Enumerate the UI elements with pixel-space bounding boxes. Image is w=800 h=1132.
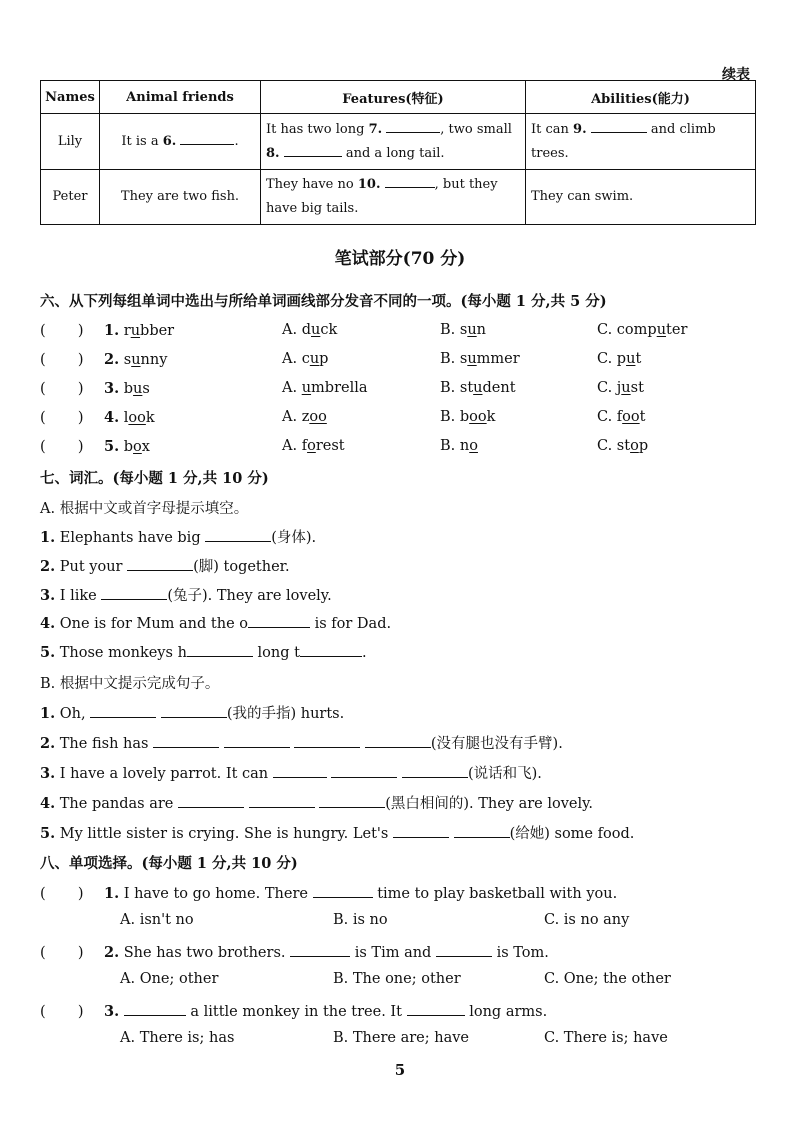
blank-number: 7. xyxy=(368,121,383,137)
blank-number: 10. xyxy=(357,177,381,192)
option-b[interactable]: B. is no xyxy=(333,912,388,928)
phonics-question-2 xyxy=(40,351,760,368)
answer-blank[interactable] xyxy=(224,733,290,748)
vocab-a-4: 4. One is for Mum and the o is for Dad. xyxy=(40,615,392,632)
answer-blank[interactable] xyxy=(393,823,449,838)
vocab-a-1: 1. Elephants have big (身体). xyxy=(40,529,317,546)
blank-number: 6. xyxy=(162,133,177,149)
phonics-question-1 xyxy=(40,322,760,339)
answer-blank[interactable] xyxy=(161,703,227,718)
table-row-lily xyxy=(41,114,756,170)
part-b-instruction: B. 根据中文提示完成句子。 xyxy=(40,676,220,692)
choice-question-1: ( ) 1. I have to go home. There time to play basketball with you. xyxy=(40,885,618,902)
phonics-question-5 xyxy=(40,438,760,455)
answer-blank[interactable] xyxy=(402,763,468,778)
answer-parens[interactable]: ( ) xyxy=(40,886,84,902)
option-b[interactable]: B. summer xyxy=(440,351,520,367)
blank-number: 8. xyxy=(266,145,280,161)
phonics-question-3 xyxy=(40,380,760,397)
vocab-a-2: 2. Put your (脚) together. xyxy=(40,558,290,575)
question-number: 3. xyxy=(104,380,120,397)
option-b[interactable]: B. book xyxy=(440,409,496,425)
option-c[interactable]: C. computer xyxy=(597,322,688,338)
option-a[interactable]: A. One; other xyxy=(120,971,219,987)
written-part-title: 笔试部分(70 分) xyxy=(334,249,466,269)
answer-blank[interactable] xyxy=(407,1001,465,1016)
option-a[interactable]: A. There is; has xyxy=(120,1030,235,1046)
answer-blank[interactable] xyxy=(313,883,373,898)
answer-blank[interactable] xyxy=(205,527,271,542)
option-c[interactable]: C. just xyxy=(597,380,644,396)
cell-friend xyxy=(100,114,261,170)
answer-blank[interactable] xyxy=(436,942,492,957)
vocab-b-5: 5. My little sister is crying. She is hungry. Let's (给她) some food. xyxy=(40,825,635,842)
cell-name: Peter xyxy=(41,170,100,225)
header-features: Features(特征) xyxy=(261,81,526,114)
answer-blank[interactable] xyxy=(178,793,244,808)
header-names: Names xyxy=(41,81,100,114)
answer-blank[interactable] xyxy=(294,733,360,748)
cell-features xyxy=(261,114,526,170)
target-word: rubber xyxy=(123,323,175,339)
table-header-row xyxy=(41,81,756,114)
section-7-title: 七、词汇。(每小题 1 分,共 10 分) xyxy=(40,470,269,487)
answer-parens[interactable]: ( ) xyxy=(40,1004,84,1020)
answer-blank[interactable] xyxy=(248,613,310,628)
answer-blank[interactable] xyxy=(454,823,510,838)
cell-text: and a long tail. xyxy=(345,145,445,161)
answer-blank-9[interactable] xyxy=(591,118,647,133)
target-word: box xyxy=(123,439,150,455)
option-b[interactable]: B. There are; have xyxy=(333,1030,469,1046)
answer-parens[interactable]: ( ) xyxy=(40,410,84,426)
header-animal-friends: Animal friends xyxy=(100,81,261,114)
cell-text: It has two long xyxy=(266,121,365,137)
answer-parens[interactable]: ( ) xyxy=(40,381,84,397)
answer-blank[interactable] xyxy=(124,1001,186,1016)
cell-text: , but they xyxy=(434,177,498,192)
option-a[interactable]: A. isn't no xyxy=(120,912,194,928)
option-b[interactable]: B. student xyxy=(440,380,516,396)
cell-friend: They are two fish. xyxy=(100,170,261,225)
answer-blank[interactable] xyxy=(187,642,253,657)
vocab-a-3: 3. I like (兔子). They are lovely. xyxy=(40,587,332,604)
choice-question-3: ( ) 3. a little monkey in the tree. It long arms. xyxy=(40,1003,548,1020)
option-a[interactable]: A. cup xyxy=(282,351,329,367)
cell-abilities: They can swim. xyxy=(526,170,756,225)
question-number: 4. xyxy=(104,409,120,426)
option-b[interactable]: B. The one; other xyxy=(333,971,461,987)
cell-text: It can xyxy=(531,121,569,137)
cell-text: have big tails. xyxy=(266,201,359,216)
cell-text: and climb trees. xyxy=(531,121,716,161)
answer-parens[interactable]: ( ) xyxy=(40,352,84,368)
page-number: 5 xyxy=(394,1061,406,1079)
answer-blank-10[interactable] xyxy=(385,173,435,188)
answer-blank[interactable] xyxy=(101,585,167,600)
answer-blank-6[interactable] xyxy=(180,130,234,145)
phonics-question-4 xyxy=(40,409,760,426)
cell-text: It is a xyxy=(121,133,159,149)
answer-blank[interactable] xyxy=(365,733,431,748)
answer-blank[interactable] xyxy=(127,556,193,571)
cell-text: , two small xyxy=(440,121,512,137)
answer-blank[interactable] xyxy=(319,793,385,808)
question-number: 5. xyxy=(104,438,120,455)
section-8-title: 八、单项选择。(每小题 1 分,共 10 分) xyxy=(40,855,298,872)
animal-friends-table xyxy=(40,80,756,225)
option-c[interactable]: C. foot xyxy=(597,409,646,425)
continued-label: 续表 xyxy=(722,67,750,83)
option-b[interactable]: B. no xyxy=(440,438,478,454)
vocab-b-3: 3. I have a lovely parrot. It can (说话和飞). xyxy=(40,765,542,782)
part-a-instruction: A. 根据中文或首字母提示填空。 xyxy=(40,501,249,517)
question-number: 2. xyxy=(104,351,120,368)
option-c[interactable]: C. There is; have xyxy=(544,1030,668,1046)
cell-text: . xyxy=(234,133,239,149)
vocab-a-5: 5. Those monkeys h long t . xyxy=(40,644,367,661)
option-a[interactable]: A. umbrella xyxy=(282,380,368,396)
option-c[interactable]: C. is no any xyxy=(544,912,630,928)
option-c[interactable]: C. put xyxy=(597,351,642,367)
answer-blank[interactable] xyxy=(331,763,397,778)
answer-blank[interactable] xyxy=(300,642,362,657)
cell-name: Lily xyxy=(41,114,100,170)
vocab-b-4: 4. The pandas are (黑白相间的). They are lovely. xyxy=(40,795,594,812)
cell-abilities xyxy=(526,114,756,170)
blank-number: 9. xyxy=(573,121,587,137)
option-c[interactable]: C. stop xyxy=(597,438,649,454)
answer-blank[interactable] xyxy=(290,942,350,957)
vocab-b-2: 2. The fish has (没有腿也没有手臂). xyxy=(40,735,563,752)
question-number: 1. xyxy=(104,322,120,339)
answer-blank-7[interactable] xyxy=(386,118,440,133)
answer-blank[interactable] xyxy=(153,733,219,748)
answer-parens[interactable]: ( ) xyxy=(40,945,84,961)
option-a[interactable]: A. forest xyxy=(282,438,345,454)
answer-parens[interactable]: ( ) xyxy=(40,439,84,455)
option-a[interactable]: A. zoo xyxy=(282,409,327,425)
target-word: look xyxy=(123,410,155,426)
cell-features xyxy=(261,170,526,225)
section-6-title: 六、从下列每组单词中选出与所给单词画线部分发音不同的一项。(每小题 1 分,共 5 分) xyxy=(40,293,607,310)
cell-text: They have no xyxy=(266,177,354,192)
target-word: sunny xyxy=(123,352,168,368)
choice-question-2: ( ) 2. She has two brothers. is Tim and is Tom. xyxy=(40,944,549,961)
answer-blank-8[interactable] xyxy=(284,142,342,157)
option-b[interactable]: B. sun xyxy=(440,322,487,338)
answer-parens[interactable]: ( ) xyxy=(40,323,84,339)
vocab-b-1: 1. Oh, (我的手指) hurts. xyxy=(40,705,345,722)
header-abilities: Abilities(能力) xyxy=(526,81,756,114)
option-a[interactable]: A. duck xyxy=(282,322,338,338)
answer-blank[interactable] xyxy=(90,703,156,718)
option-c[interactable]: C. One; the other xyxy=(544,971,671,987)
table-row-peter xyxy=(41,170,756,225)
target-word: bus xyxy=(123,381,150,397)
answer-blank[interactable] xyxy=(249,793,315,808)
answer-blank[interactable] xyxy=(273,763,327,778)
